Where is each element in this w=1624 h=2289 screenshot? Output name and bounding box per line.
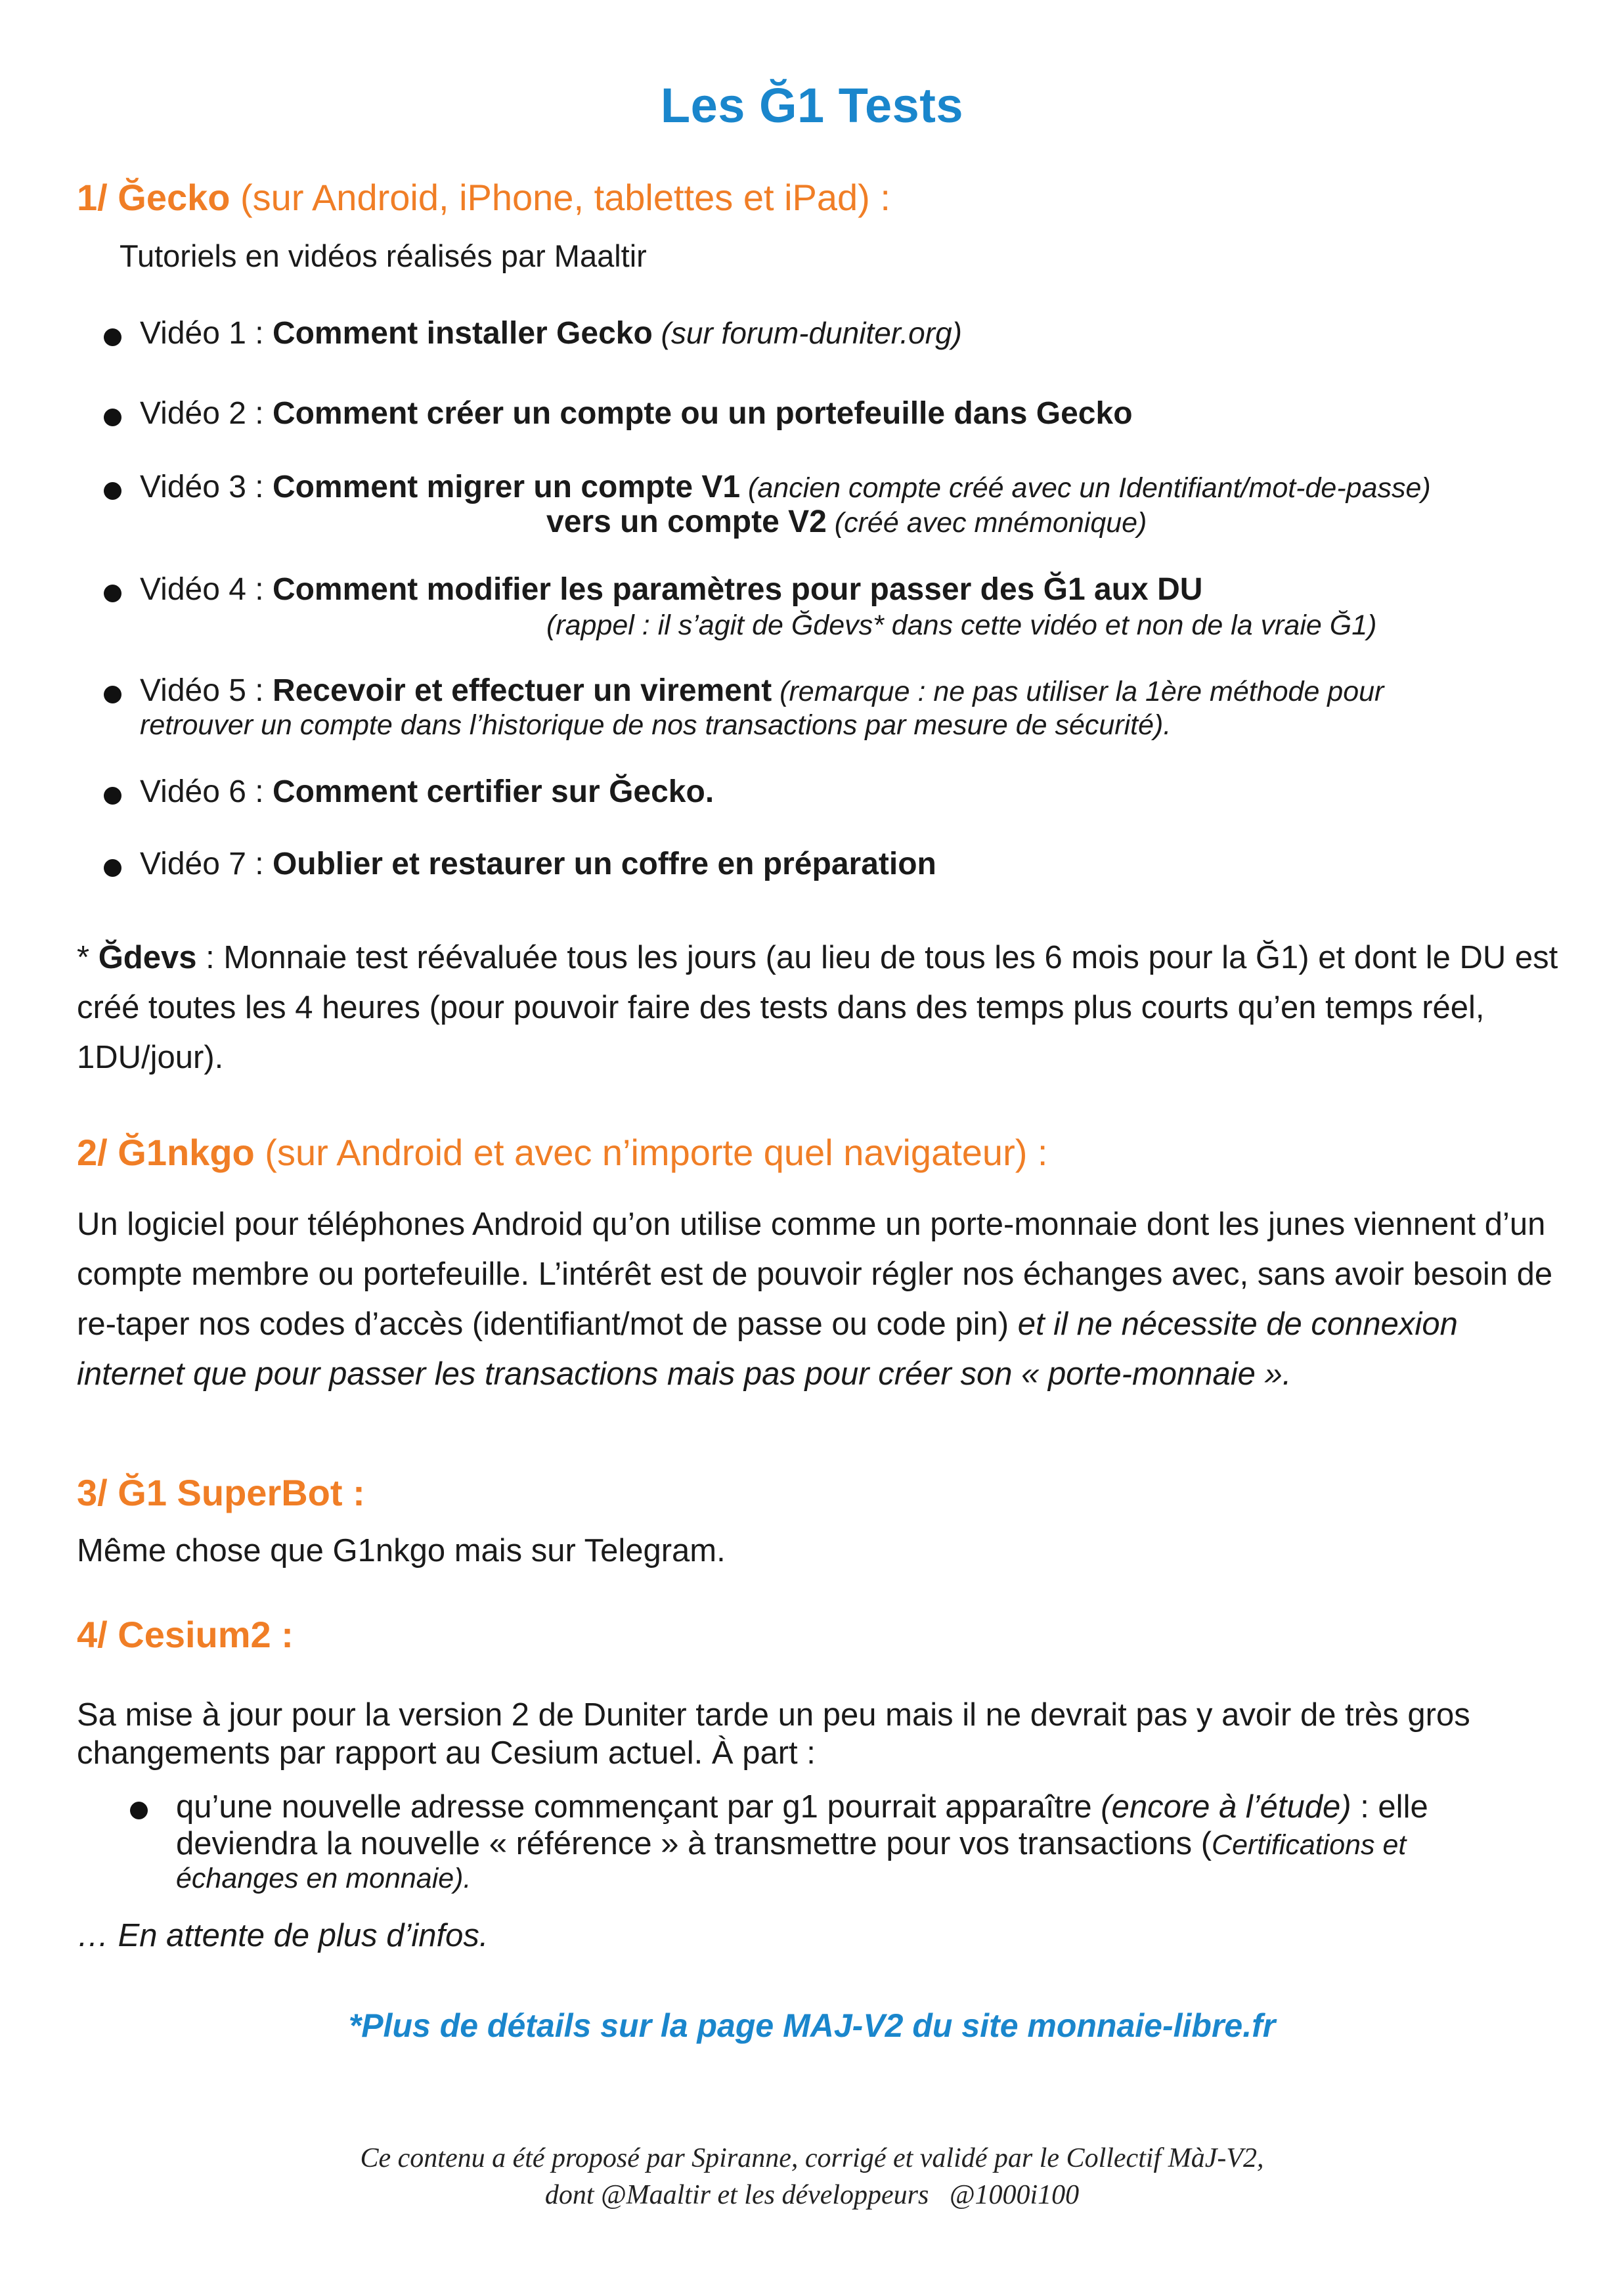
video-title: Comment certifier sur Ğecko.: [272, 774, 714, 809]
section-name: Ğecko: [118, 177, 230, 218]
page-title: Les Ğ1 Tests: [660, 78, 964, 133]
video-5-note: retrouver un compte dans l’historique de nos transactions par mesure de sécurité).: [140, 709, 1172, 741]
bullet-dot: [130, 1802, 148, 1819]
section-subtitle: (sur Android et avec n’importe quel navigateur) :: [265, 1132, 1048, 1173]
section-heading-superbot: [77, 1471, 365, 1514]
bullet-dot: [104, 859, 121, 877]
cesium2-body: Sa mise à jour pour la version 2 de Duniter tarde un peu mais il ne devrait pas y avoir de très gros changements par rapport au Cesium actuel. À part :: [77, 1697, 1470, 1771]
footnote-text: : Monnaie test réévaluée tous les jours (au lieu de tous les 6 mois pour la Ğ1) et dont le DU est créé toutes les 4 heures (pour pouvoir faire des tests dans des temps plus courts qu’en temps réel, 1DU/jour).: [77, 940, 1558, 1075]
credits-line-1: Ce contenu a été proposé par Spiranne, corrigé et validé par le Collectif MàJ-V2,: [360, 2143, 1264, 2173]
gecko-intro: Tutoriels en vidéos réalisés par Maaltir: [120, 238, 647, 273]
superbot-body: Même chose que G1nkgo mais sur Telegram.: [77, 1533, 726, 1568]
video-7-line: [140, 846, 936, 882]
video-title: Comment migrer un compte V1: [272, 470, 741, 504]
video-note: (ancien compte créé avec un Identifiant/mot-de-passe): [740, 472, 1431, 504]
section-heading-cesium2: [77, 1613, 294, 1656]
video-prefix: Vidéo 7 :: [140, 847, 273, 881]
footnote-star: *: [77, 940, 99, 975]
section-name: Ğ1 SuperBot :: [118, 1472, 365, 1513]
video-3-line-2: [546, 504, 1147, 540]
bullet-dot: [104, 787, 121, 805]
cesium2-bullet-line-3: échanges en monnaie).: [176, 1863, 472, 1894]
section-number: 4/: [77, 1614, 108, 1655]
bullet-dot: [104, 409, 121, 426]
video-prefix: Vidéo 6 :: [140, 774, 273, 809]
section-name: Cesium2 :: [118, 1614, 294, 1655]
video-title: Comment installer Gecko: [272, 316, 653, 351]
bullet-text-italic: (encore à l’étude): [1101, 1789, 1351, 1825]
video-title: Comment modifier les paramètres pour passer des Ğ1 aux DU: [272, 572, 1203, 607]
video-5-line: [140, 673, 1384, 709]
video-2-line: [140, 395, 1133, 432]
bullet-text-italic: Certifications et: [1212, 1829, 1407, 1861]
g1nkgo-text-italic: et il ne nécessite de connexion internet que pour passer les transactions mais pas pour créer son « porte-monnaie ».: [77, 1306, 1458, 1392]
video-prefix: Vidéo 2 :: [140, 396, 273, 431]
footer-link-text: *Plus de détails sur la page MAJ-V2 du site monnaie-libre.fr: [348, 2007, 1276, 2044]
g1nkgo-text: Un logiciel pour téléphones Android qu’on utilise comme un porte-monnaie dont les junes viennent d’un compte membre ou portefeuille. L’intérêt est de pouvoir régler nos échanges avec, sans avoir besoin de re-taper nos codes d’accès (identifiant/mot de passe ou code pin): [77, 1207, 1553, 1342]
section-heading-g1nkgo: [77, 1131, 1047, 1174]
video-6-line: [140, 774, 714, 810]
credits-line-2: dont @Maaltir et les développeurs @1000i100: [544, 2180, 1080, 2210]
video-prefix: Vidéo 5 :: [140, 673, 273, 708]
footnote-term: Ğdevs: [98, 940, 197, 975]
g1nkgo-body: [77, 1199, 1561, 1399]
bullet-dot: [104, 686, 121, 703]
section-number: 1/: [77, 177, 108, 218]
gdevs-footnote: [77, 933, 1561, 1082]
video-title: Oublier et restaurer un coffre en préparation: [272, 847, 936, 881]
section-subtitle: (sur Android, iPhone, tablettes et iPad) :: [240, 177, 890, 218]
video-4-note: (rappel : il s’agit de Ğdevs* dans cette vidéo et non de la vraie Ğ1): [546, 610, 1377, 641]
bullet-text: : elle: [1351, 1789, 1428, 1825]
section-number: 2/: [77, 1132, 108, 1173]
video-note: (sur forum-duniter.org): [652, 316, 962, 350]
video-3-line: [140, 469, 1431, 505]
video-title: Recevoir et effectuer un virement: [272, 673, 772, 708]
video-note: (créé avec mnémonique): [826, 507, 1147, 539]
video-prefix: Vidéo 3 :: [140, 470, 273, 504]
bullet-dot: [104, 328, 121, 346]
bullet-text: qu’une nouvelle adresse commençant par g1 pourrait apparaître: [176, 1789, 1101, 1825]
video-prefix: Vidéo 4 :: [140, 572, 273, 607]
video-1-line: [140, 315, 962, 351]
video-note: (remarque : ne pas utiliser la 1ère méthode pour: [772, 676, 1384, 707]
video-title: Comment créer un compte ou un portefeuille dans Gecko: [272, 396, 1133, 431]
section-name: Ğ1nkgo: [118, 1132, 255, 1173]
section-heading-gecko: [77, 176, 890, 219]
cesium2-bullet-line-2: [176, 1825, 1406, 1863]
video-title-cont: vers un compte V2: [546, 504, 827, 539]
bullet-dot: [104, 585, 121, 602]
cesium2-bullet-line-1: [176, 1788, 1428, 1827]
video-prefix: Vidéo 1 :: [140, 316, 273, 351]
bullet-dot: [104, 482, 121, 500]
section-number: 3/: [77, 1472, 108, 1513]
bullet-text: deviendra la nouvelle « référence » à transmettre pour vos transactions (: [176, 1826, 1212, 1861]
video-4-line: [140, 571, 1202, 608]
cesium2-waiting: … En attente de plus d’infos.: [77, 1918, 489, 1953]
